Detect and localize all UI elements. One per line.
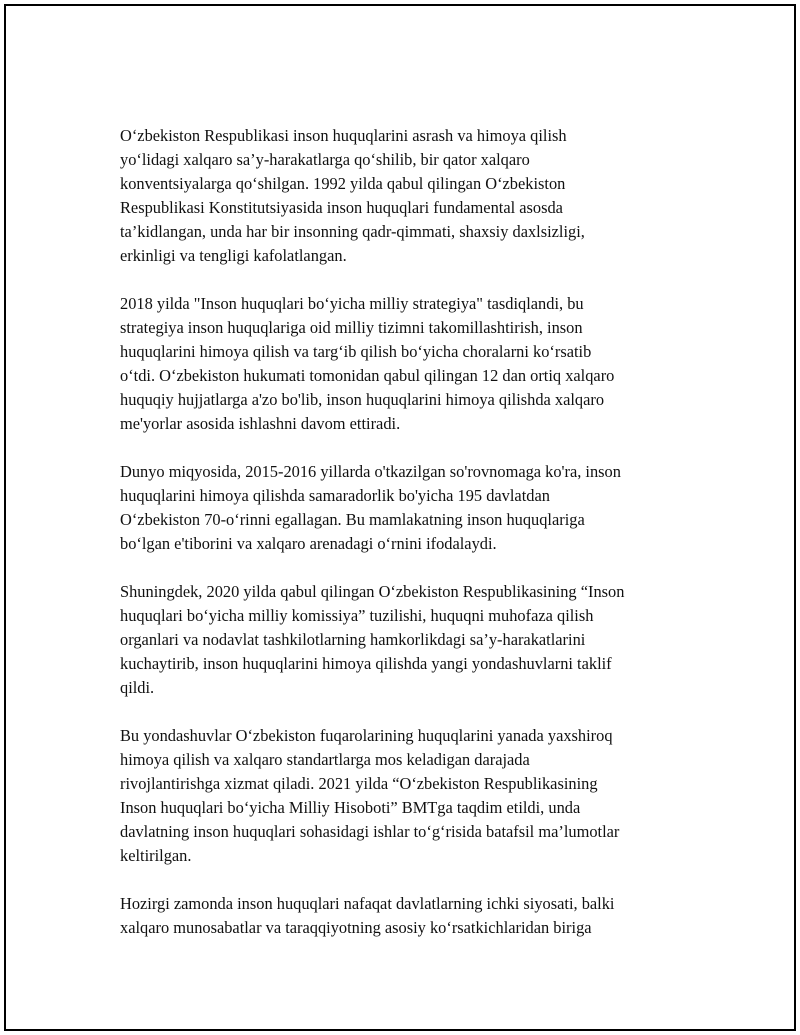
text-line: organlari va nodavlat tashkilotlarning hamkorlikdagi sa’y-harakatlarini	[120, 630, 586, 649]
text-line: Bu yondashuvlar O‘zbekiston fuqarolarining huquqlarini yanada yaxshiroq	[120, 726, 613, 745]
paragraph-5	[120, 724, 700, 868]
text-line: Hozirgi zamonda inson huquqlari nafaqat davlatlarning ichki siyosati, balki	[120, 894, 615, 913]
text-line: davlatning inson huquqlari sohasidagi ishlar to‘g‘risida batafsil ma’lumotlar	[120, 822, 620, 841]
text-line: yo‘lidagi xalqaro sa’y-harakatlarga qo‘shilib, bir qator xalqaro	[120, 150, 530, 169]
text-line: O‘zbekiston 70-o‘rinni egallagan. Bu mamlakatning inson huquqlariga	[120, 510, 585, 529]
paragraph-2	[120, 292, 700, 436]
text-line: huquqlarini himoya qilishda samaradorlik bo'yicha 195 davlatdan	[120, 486, 550, 505]
text-line: ta’kidlangan, unda har bir insonning qadr-qimmati, shaxsiy daxlsizligi,	[120, 222, 585, 241]
text-line: rivojlantirishga xizmat qiladi. 2021 yilda “O‘zbekiston Respublikasining	[120, 774, 598, 793]
text-line: huquqlari bo‘yicha milliy komissiya” tuzilishi, huquqni muhofaza qilish	[120, 606, 594, 625]
text-line: O‘zbekiston Respublikasi inson huquqlarini asrash va himoya qilish	[120, 126, 567, 145]
text-line: xalqaro munosabatlar va taraqqiyotning asosiy ko‘rsatkichlaridan biriga	[120, 918, 592, 937]
text-line: Dunyo miqyosida, 2015-2016 yillarda o'tkazilgan so'rovnomaga ko'ra, inson	[120, 462, 621, 481]
text-line: me'yorlar asosida ishlashni davom ettiradi.	[120, 414, 401, 433]
document-body	[120, 124, 700, 964]
paragraph-3	[120, 460, 700, 556]
text-line: huquqiy hujjatlarga a'zo bo'lib, inson huquqlarini himoya qilishda xalqaro	[120, 390, 605, 409]
document-page	[4, 4, 796, 1031]
text-line: Shuningdek, 2020 yilda qabul qilingan O‘zbekiston Respublikasining “Inson	[120, 582, 625, 601]
text-line: erkinligi va tengligi kafolatlangan.	[120, 246, 347, 265]
text-line: Respublikasi Konstitutsiyasida inson huquqlari fundamental asosda	[120, 198, 563, 217]
text-line: konventsiyalarga qo‘shilgan. 1992 yilda qabul qilingan O‘zbekiston	[120, 174, 566, 193]
text-line: 2018 yilda "Inson huquqlari bo‘yicha milliy strategiya" tasdiqlandi, bu	[120, 294, 584, 313]
paragraph-6	[120, 892, 700, 940]
paragraph-1	[120, 124, 700, 268]
text-line: strategiya inson huquqlariga oid milliy tizimni takomillashtirish, inson	[120, 318, 583, 337]
text-line: Inson huquqlari bo‘yicha Milliy Hisoboti” BMTga taqdim etildi, unda	[120, 798, 581, 817]
text-line: o‘tdi. O‘zbekiston hukumati tomonidan qabul qilingan 12 dan ortiq xalqaro	[120, 366, 615, 385]
paragraph-4	[120, 580, 700, 700]
text-line: keltirilgan.	[120, 846, 192, 865]
text-line: kuchaytirib, inson huquqlarini himoya qilishda yangi yondashuvlarni taklif	[120, 654, 612, 673]
text-line: bo‘lgan e'tiborini va xalqaro arenadagi o‘rnini ifodalaydi.	[120, 534, 497, 553]
text-line: himoya qilish va xalqaro standartlarga mos keladigan darajada	[120, 750, 530, 769]
text-line: qildi.	[120, 678, 155, 697]
text-line: huquqlarini himoya qilish va targ‘ib qilish bo‘yicha choralarni ko‘rsatib	[120, 342, 592, 361]
